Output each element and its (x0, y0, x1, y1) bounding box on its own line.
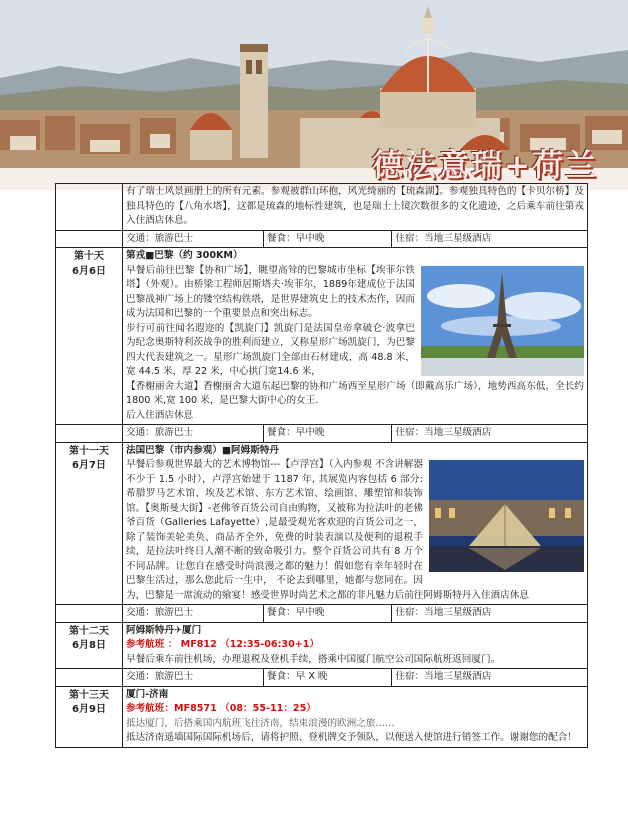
day-label: 第十三天 (69, 689, 109, 701)
hotel-cell: 住宿：当地三星级酒店 (392, 230, 588, 248)
hotel-cell: 住宿：当地三星级酒店 (392, 669, 588, 687)
day-paragraph: 早餐后前往巴黎【协和广场】，眺望高耸的巴黎城市坐标【埃菲尔铁塔】（外观）。由桥梁工程师居斯塔夫·埃菲尔，1889年建成位于法国巴黎战神广场上的镂空结构铁塔，是世界建筑史上的技术杰作，因而成为法国和巴黎的一个重要景点和突出标志。 (126, 264, 415, 319)
day-body (123, 248, 588, 425)
day-route: 厦门-济南 (126, 688, 169, 700)
transport-cell: 交通：旅游巴士 (123, 425, 264, 443)
eiffel-tower-icon (421, 266, 584, 376)
day-row-11 (56, 442, 588, 605)
day-paragraph: 抵达济南遥墙国际国际机场后，请将护照、登机牌交予领队，以便送入使馆进行销签工作。谢谢您的配合！ (126, 732, 577, 743)
day-row-continued (56, 184, 588, 231)
transport-cell: 交通：旅游巴士 (123, 230, 264, 248)
day-paragraph: 【香榭丽舍大道】香榭丽舍大道东起巴黎的协和广场西至星形广场（即戴高乐广场），地势西高东低，全长约 1800 米,宽 100 米，是巴黎大街中心的女王. (126, 380, 584, 406)
day-date: 6月9日 (72, 704, 106, 715)
day-date: 6月7日 (72, 460, 106, 471)
day-label (56, 184, 123, 231)
day-meta-row (56, 605, 588, 623)
day-paragraph: 早餐后乘车前往机场，办理退税及登机手续，搭乘中国厦门航空公司国际航班返回厦门。 (126, 653, 501, 665)
day-paragraph: 抵达厦门，后搭乘国内航班飞往济南，结束浪漫的欧洲之旅…… (126, 717, 395, 729)
flight-info: 参考航班：MF8571 （08：55-11：25） (126, 703, 316, 714)
day-label-cell (56, 248, 123, 425)
day-label-cell (56, 686, 123, 747)
day-label: 第十天 (74, 251, 104, 262)
day-route: 法国巴黎（市内参观）■阿姆斯特丹 (126, 444, 279, 456)
banner (0, 0, 628, 190)
itinerary-table (55, 183, 588, 748)
eiffel-tower-photo (421, 266, 584, 376)
louvre-pyramid-icon (429, 460, 584, 572)
day-meta-row (56, 230, 588, 248)
day-body (123, 622, 588, 669)
louvre-photo (429, 460, 584, 572)
day-date: 6月6日 (72, 265, 106, 277)
day-route: 第戎■巴黎（约 300KM） (126, 250, 243, 261)
day-label-cell (56, 622, 123, 669)
day-paragraph: 步行可前往闻名遐迩的【凯旋门】凯旋门是法国皇帝拿破仑·波拿巴为纪念奥斯特利茨战争的胜利而建立，又称星形广场凯旋门，为巴黎四大代表建筑之一。星形广场凯旋门全部由石材建成，高 48.8 米，宽 44.5 米，厚 22 米，中心拱门宽14.6 米， (126, 322, 415, 377)
day-paragraph: 早餐后参观世界最大的艺术博物馆---【卢浮宫】（入内参观 不含讲解器不少于 1.5 小时），卢浮宫始建于 1187 年, 其展览内容包括 6 部分:希腊罗马艺术馆、埃及艺术馆、东方艺术馆、绘画馆、雕塑馆和装饰馆。【奥斯曼大街】-老佛爷百货公司自由购物，又被称为拉法叶的老佛爷百货（Galleries Lafayette）,是最受观光客欢迎的百货公司之一，除了装饰美轮美奂、商品齐全外，免费的时装表演以及便利的退税手续，是拉法叶终日人潮不断的致命吸引力。整个百货公司共有 8 万个不同品牌。让您自在感受时尚浪漫之都的魅力！假如您有幸年轻时在巴黎生活过，那么您此后一生中， 不论去到哪里，她都与您同在。因为，巴黎是一席流动的飨宴！感受世界时尚艺术之都的非凡魅力后前往阿姆斯特丹入住酒店休息 (126, 459, 529, 601)
day-route: 阿姆斯特丹✈厦门 (126, 624, 202, 636)
transport-cell: 交通：旅游巴士 (123, 605, 264, 623)
flight-info: 参考航班 ： MF812 （12:35-06:30+1） (126, 639, 320, 650)
day-paragraph: 有了瑞士风景画册上的所有元素。参观被群山环抱，风光绮丽的【琉森湖】。参观独具特色的【卡贝尔桥】及独具特色的【八角水塔】，这都是琉森的地标性建筑，也是瑞士上镜次数很多的文化遗迹，之后乘车前往第戎 入住酒店休息。 (126, 186, 584, 226)
meals-cell: 餐食：早中晚 (263, 425, 392, 443)
day-row-10 (56, 248, 588, 425)
hotel-cell: 住宿：当地三星级酒店 (392, 425, 588, 443)
banner-title: 德法意瑞+荷兰 (372, 148, 598, 184)
day-body (123, 442, 588, 605)
day-paragraph: 后入住酒店休息 (126, 409, 194, 421)
day-body (123, 686, 588, 747)
meals-cell: 餐食：早中晚 (263, 230, 392, 248)
day-label: 第十一天 (69, 445, 109, 457)
day-body (123, 184, 588, 231)
day-meta-row (56, 669, 588, 687)
day-meta-row (56, 425, 588, 443)
day-row-13 (56, 686, 588, 747)
day-row-12 (56, 622, 588, 669)
meals-cell: 餐食：早 X 晚 (263, 669, 392, 687)
hotel-cell: 住宿：当地三星级酒店 (392, 605, 588, 623)
day-label: 第十二天 (69, 625, 109, 637)
day-label-cell (56, 442, 123, 605)
day-date: 6月8日 (72, 640, 106, 651)
meals-cell: 餐食：早中晚 (263, 605, 392, 623)
transport-cell: 交通：旅游巴士 (123, 669, 264, 687)
